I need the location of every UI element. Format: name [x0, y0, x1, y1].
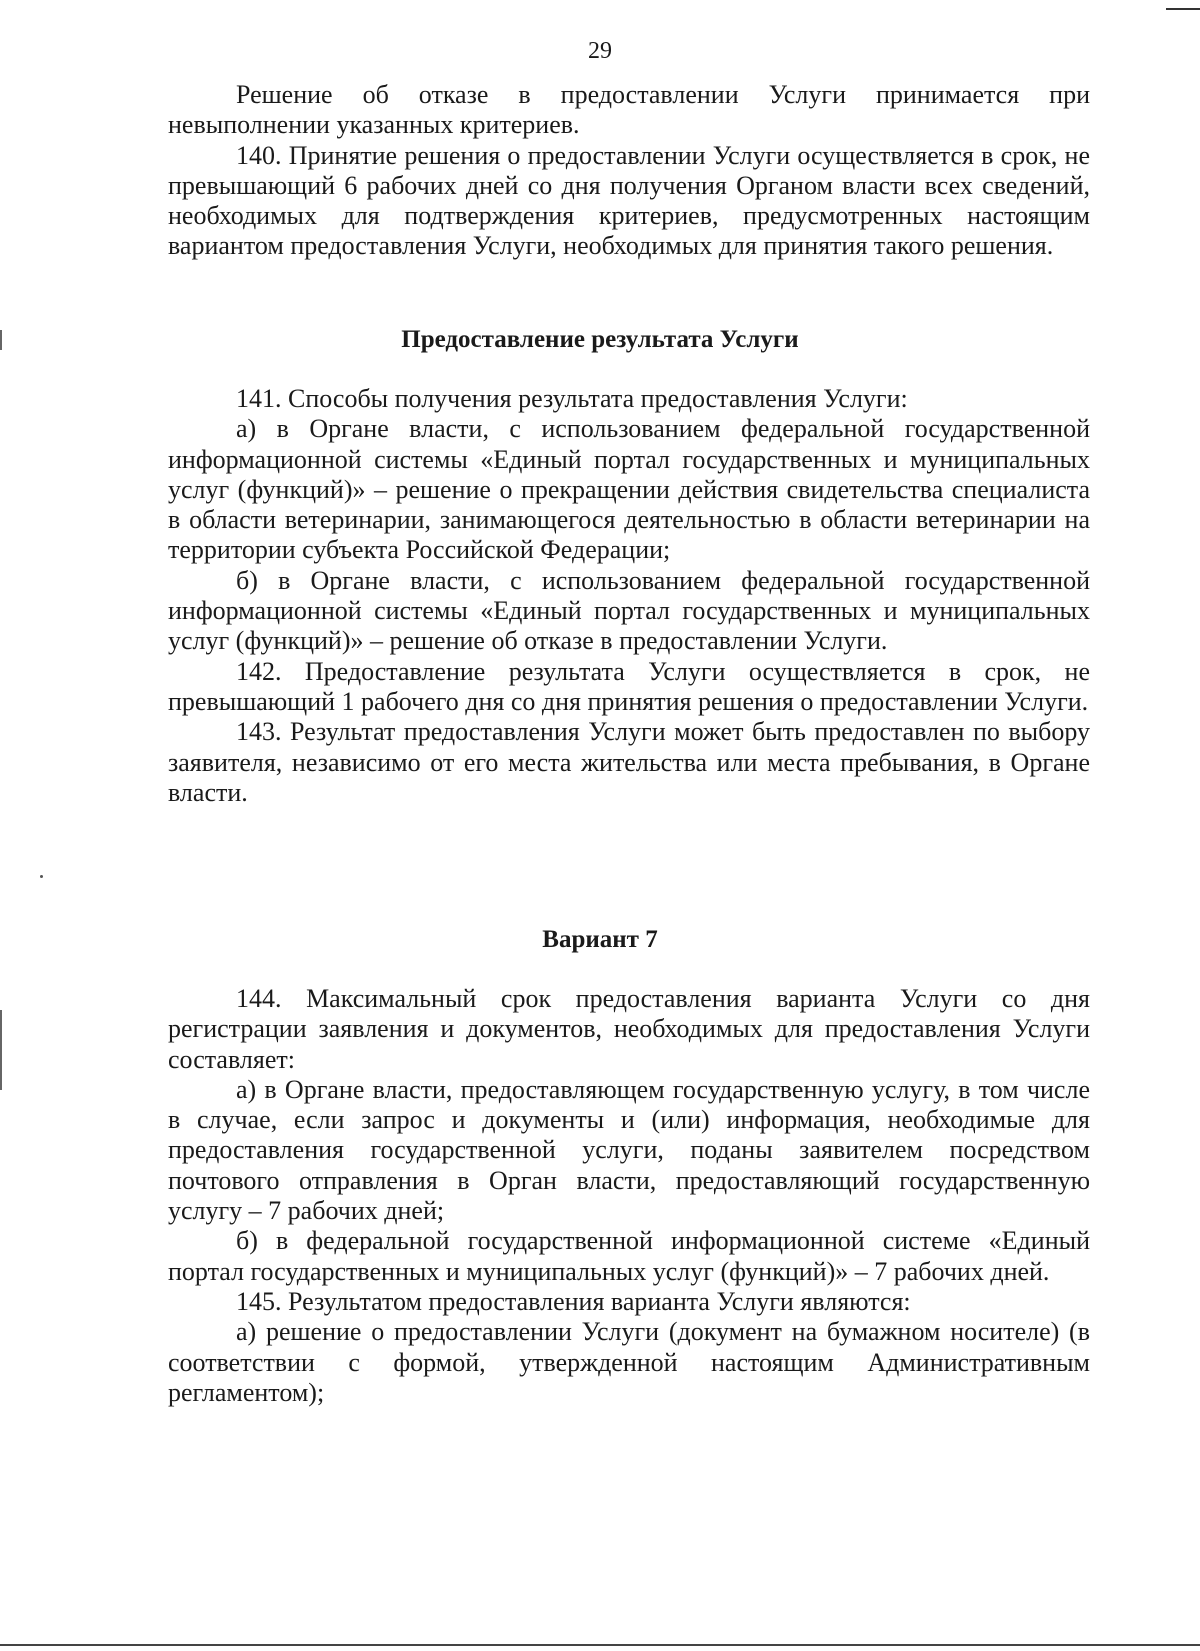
- paragraph: 143. Результат предоставления Услуги может быть предоставлен по выбору заявителя, независимо от его места жительства или места пребывания, в Органе власти.: [168, 717, 1090, 807]
- scan-edge-mark: [0, 1010, 2, 1090]
- text-block-intro: [168, 80, 1090, 262]
- paragraph: а) в Органе власти, предоставляющем государственную услугу, в том числе в случае, если запрос и документы и (или) информация, необходимые для предоставления государственной услуги, поданы заявителем посредством почтового отправления в Орган власти, предоставляющий государственную услугу – 7 рабочих дней;: [168, 1074, 1090, 1226]
- paragraph: б) в федеральной государственной информационной системе «Единый портал государственных и муниципальных услуг (функций)» – 7 рабочих дней.: [168, 1226, 1090, 1286]
- paragraph: 145. Результатом предоставления варианта Услуги являются:: [236, 1286, 911, 1316]
- section-heading: Вариант 7: [542, 926, 658, 953]
- section-heading: Предоставление результата Услуги: [401, 326, 799, 353]
- page-number: 29: [588, 38, 612, 64]
- scan-speck: [40, 875, 43, 878]
- text-block-variant: [168, 984, 1090, 1408]
- text-block-result: [168, 384, 1090, 808]
- paragraph: 141. Способы получения результата предоставления Услуги:: [236, 384, 908, 413]
- scan-edge-mark: [1166, 8, 1200, 10]
- scan-edge-mark: [0, 1644, 1200, 1646]
- paragraph: Решение об отказе в предоставлении Услуги принимается при невыполнении указанных критериев.: [168, 80, 1090, 140]
- paragraph: а) в Органе власти, с использованием федеральной государственной информационной системы «Единый портал государственных и муниципальных услуг (функций)» – решение о прекращении действия свидетельства специалиста в области ветеринарии, занимающегося деятельностью в области ветеринарии на территории субъекта Российской Федерации;: [168, 414, 1090, 565]
- paragraph: 144. Максимальный срок предоставления варианта Услуги со дня регистрации заявления и документов, необходимых для предоставления Услуги составляет:: [168, 984, 1090, 1074]
- paragraph: 140. Принятие решения о предоставлении Услуги осуществляется в срок, не превышающий 6 рабочих дней со дня получения Органом власти всех сведений, необходимых для подтверждения критериев, предусмотренных настоящим вариантом предоставления Услуги, необходимых для принятия такого решения.: [168, 140, 1090, 261]
- paragraph: а) решение о предоставлении Услуги (документ на бумажном носителе) (в соответствии с формой, утвержденной настоящим Административным регламентом);: [168, 1317, 1090, 1407]
- paragraph: б) в Органе власти, с использованием федеральной государственной информационной системы «Единый портал государственных и муниципальных услуг (функций)» – решение об отказе в предоставлении Услуги.: [168, 565, 1090, 656]
- paragraph: 142. Предоставление результата Услуги осуществляется в срок, не превышающий 1 рабочего дня со дня принятия решения о предоставлении Услуги.: [168, 656, 1090, 716]
